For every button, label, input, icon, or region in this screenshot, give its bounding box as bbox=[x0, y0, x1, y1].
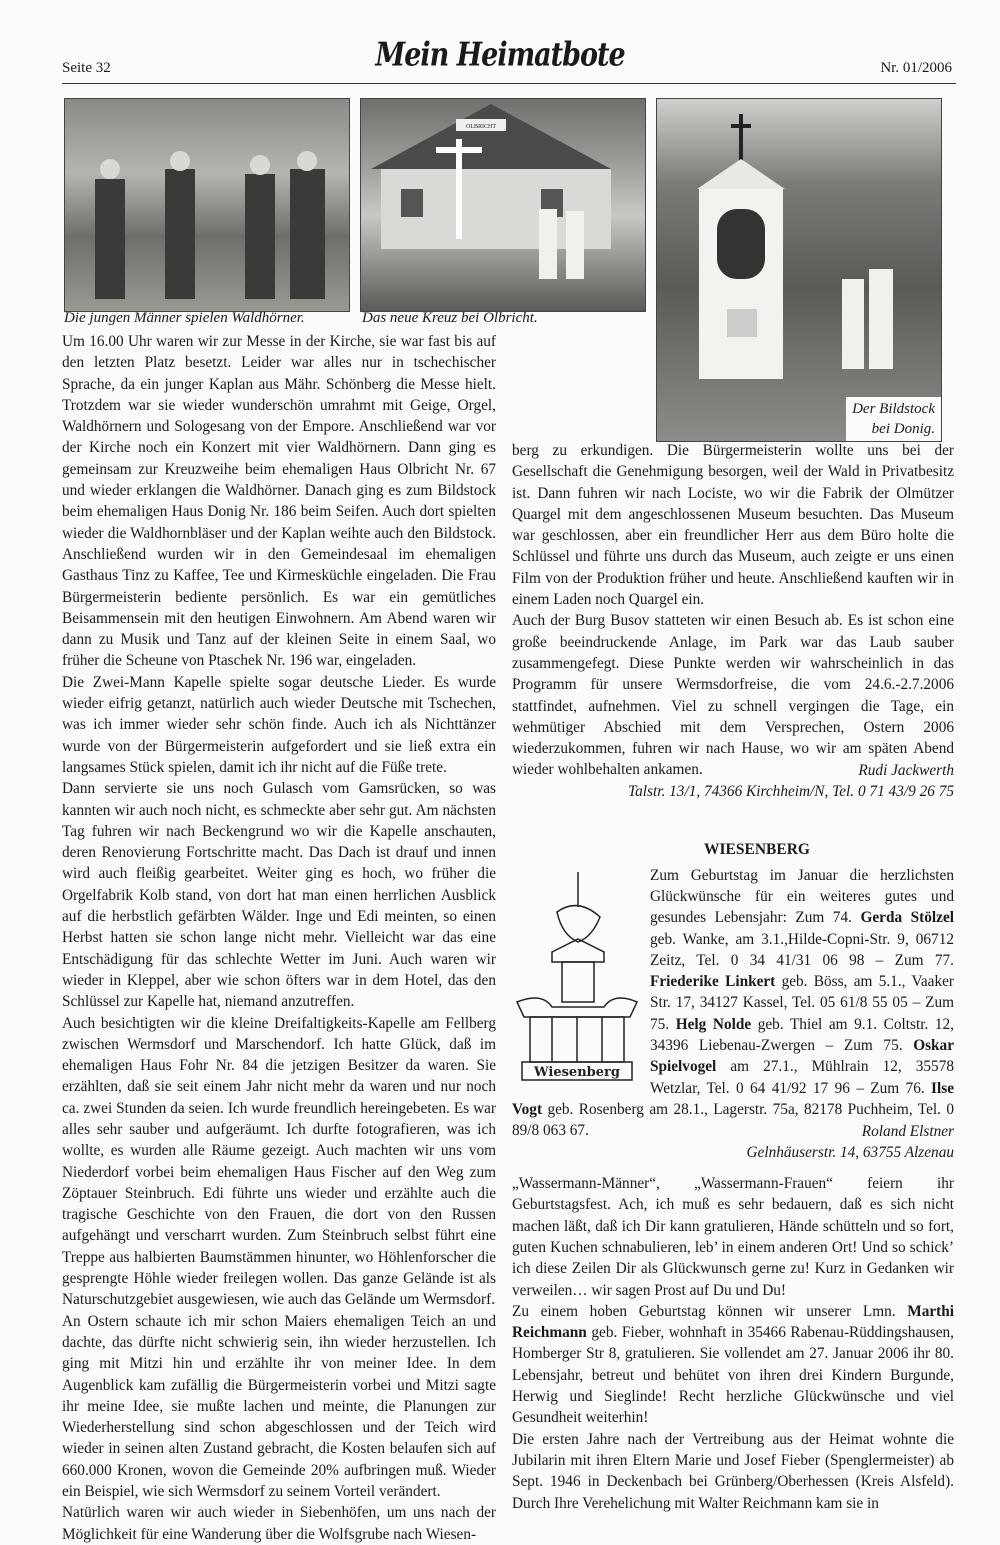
paragraph bbox=[512, 1301, 954, 1429]
caption-line: bei Donig. bbox=[871, 421, 935, 437]
paragraph bbox=[512, 1173, 954, 1301]
paragraph: Natürlich waren wir auch wieder in Siebenhöfen, um uns nach der Möglichkeit für eine Wanderung über die Wolfsgrube nach Wiesen- bbox=[62, 1504, 496, 1543]
person-name: Helg Nolde bbox=[675, 1015, 752, 1033]
author-signature: Rudi Jackwerth bbox=[858, 761, 954, 779]
issue-number: Nr. 01/2006 bbox=[880, 60, 952, 76]
shrine-illustration bbox=[657, 99, 941, 441]
wiesenberg-emblem bbox=[512, 867, 642, 1082]
text-segment: geb. Böss, am 5.1., Vaaker Str. 17, 34127 Kassel, Tel. 05 61/8 55 05 – Zum 75. bbox=[650, 973, 954, 1033]
masthead-logo: Mein Heimatbote bbox=[375, 36, 625, 75]
paragraph: Die Zwei-Mann Kapelle spielte sogar deutsche Lieder. Es wurde wieder eifrig getanzt, natürlich auch wieder Deutsche mit Tschechen, was ich immer wieder sehr schön finde. Auch ich als Nichttänzer wurde von der Bürgermeisterin aufgefordert und sie ließ extra ein langsames Stück spielen, damit ich ihr nicht auf die Füße trete. bbox=[62, 673, 496, 776]
article-right-column bbox=[512, 440, 954, 1514]
text-segment: „Wassermann-Männer“, „Wassermann-Frauen“ feiern ihr Geburtstagsfest. Ach, ich muß es sehr bedauern, daß es sich nicht machen läßt, daß ich Dir kann gratulieren, Hände schütteln und so fort, guten Kuchen schnabulieren, leb’ in einem anderen Ort! Und so schick’ ich diese Zeilen Dir als Glückwunsch gerne zu! Kurz in Gedanken wir verweilen… wir sagen Prost auf Du und Du! bbox=[512, 1175, 954, 1299]
photo-caption: Das neue Kreuz bei Olbricht. bbox=[362, 310, 538, 326]
horn-players-illustration bbox=[65, 99, 349, 311]
photo-caption bbox=[846, 397, 941, 441]
photo-new-cross bbox=[360, 98, 646, 312]
page-number: Seite 32 bbox=[62, 60, 111, 76]
paragraph: An Ostern schaute ich mir schon Maiers ehemaligen Teich an und dachte, das dürfte nicht schwierig sein, ihn wieder herzustellen. Ich ging mit Mitzi hin und erzählte ihr von meiner Idee. In dem Augenblick kam zufällig die Bürgermeisterin vorbei und Mitzi sagte ihr meine Idee, sie mußte lachen und meinte, die Planungen zur Wiederherstellung sind schon abgeschlossen und der Teich wird wieder in seinen alten Zustand gebracht, die Kosten belaufen sich auf 660.000 Kronen, wovon die Gemeinde 20% aufbringen muß. Wieder ein Beispiel, wie sich Wermsdorf zu seinem Vorteil verändert. bbox=[62, 1312, 496, 1501]
emblem-label: Wiesenberg bbox=[534, 1064, 620, 1080]
paragraph: berg zu erkundigen. Die Bürgermeisterin wollte uns bei der Gesellschaft die Genehmigung besorgen, weil der Wald in Privatbesitz ist. Dann fuhren wir nach Lociste, wo wir die Fabrik der Olmützer Quargel mit dem angeschlossenen Museum besuchten. Das Museum war geschlossen, aber ein freundlicher Herr aus dem Büro holte die Schlüssel und führte uns durch das Museum, auch zeigte er uns einen Film von der Produktion früher und heute. Anschließend kauften wir in einem Laden noch Quargel ein. bbox=[512, 442, 954, 609]
author-address: Talstr. 13/1, 74366 Kirchheim/N, Tel. 0 71 43/9 26 75 bbox=[628, 783, 954, 801]
author-address: Gelnhäuserstr. 14, 63755 Alzenau bbox=[746, 1143, 954, 1161]
photo-horn-players bbox=[64, 98, 350, 312]
text-segment: am 27.1., Mühlrain 12, 35578 Wetzlar, Tel. 0 64 41/92 17 96 – Zum 76. bbox=[650, 1058, 954, 1097]
photo-wayside-shrine bbox=[656, 98, 942, 442]
text-segment: Die ersten Jahre nach der Vertreibung aus der Heimat wohnte die Jubilarin mit ihren Eltern Marie und Josef Fieber (Spenglermeister) ab Sept. 1946 in Deckenbach bei Grünberg/Oberhessen (Kreis Alsfeld). Durch Ihre Verehelichung mit Walter Reichmann kam sie in bbox=[512, 1430, 954, 1512]
text-segment: Zu einem hoben Geburtstag können wir unserer Lmn. bbox=[512, 1302, 908, 1320]
paragraph: Auch besichtigten wir die kleine Dreifaltigkeits-Kapelle am Fellberg zwischen Wermsdorf und Marschendorf. Ich hatte Glück, daß im ehemaligen Haus Fohr Nr. 84 die jetzigen Besitzer da waren. Sie erzählten, daß sie seit einem Jahr nicht mehr da waren und nur noch ca. zwei Stunden da seien. Ich wurde freundlich hereingebeten. Es war alles sehr sauber und aufgeräumt. Ich durfte fotografieren, was ich wollte, es wurden alle Räume gezeigt. Auch machten wir uns vom Niederdorf vorbei beim ehemaligen Haus Fischer auf den Weg zum Zöptauer Steinbruch. Edi führte uns wieder und erzählte auch die tragische Geschichte von den Frauen, die dort von den Russen aufgehängt und verscharrt wurden. Zum Steinbruch selbst führt eine Treppe aus halbierten Baumstämmen hinunter, wo Höhlenforscher die gesprengte Höhle wieder freilegen wollen. Das ganze Gelände ist als Naturschutzgebiet ausgewiesen, wie auch das Gelände um Wermsdorf. bbox=[62, 1014, 496, 1309]
text-segment: geb. Wanke, am 3.1.,Hilde-Copni-Str. 9, 06712 Zeitz, Tel. 0 34 41/31 06 98 – Zum 77. bbox=[650, 930, 954, 969]
header-rule bbox=[62, 83, 956, 84]
person-name: Marthi Reichmann bbox=[512, 1302, 954, 1342]
paragraph: Auch der Burg Busov statteten wir einen Besuch ab. Es ist schon eine große beeindruckende Anlage, im Park war das Laub sauber zusammengefegt. Diese Punkte werden wir wahrscheinlich in das Programm für unsere Wermsdorfreise, die vom 24.6.-2.7.2006 stattfindet, aufnehmen. Viel zu schnell vergingen die Tage, ein wehmütiger Abschied mit dem Versprechen, Ostern 2006 wiederzukommen, fuhren wir nach Hause, wo wir am späten Abend wieder wohlbehalten ankamen. bbox=[512, 612, 954, 779]
cross-illustration bbox=[361, 99, 645, 311]
text-segment: geb. Fieber, wohnhaft in 35466 Rabenau-Rüddingshausen, Homberger Str 8, gratulieren. Sie vollendet am 27. Januar 2006 ihr 80. Lebensjahr, betreut und behütet von ihren drei Kindern Burgunde, Herwig und Sieglinde! Recht herzliche Glückwünsche und viel Gesundheit weiterhin! bbox=[512, 1324, 954, 1427]
person-name: Gerda Stölzel bbox=[860, 909, 954, 927]
caption-line: Der Bildstock bbox=[852, 401, 935, 417]
person-name: Friederike Linkert bbox=[650, 973, 776, 991]
article-left-column bbox=[62, 331, 496, 1545]
section-heading: WIESENBERG bbox=[704, 841, 810, 859]
person-name: Oskar Spielvogel bbox=[650, 1037, 954, 1076]
paragraph: Dann servierte sie uns noch Gulasch vom Gamsrücken, so was kannten wir auch noch nicht, es schmeckte aber sehr gut. Am nächsten Tag fuhren wir nach Beckengrund wo wir die Kapelle anschauten, deren Renovierung Fortschritte macht. Das Dach ist drauf und innen wird auch fleißig gearbeitet. Weiter ging es hoch, wo früher die Orgelfabrik Kolb stand, von dort hat man einen herrlichen Ausblick auf die herbstlich gefärbten Wälder. Inge und Edi meinten, so einen Herbst hatten sie schon lange nicht mehr. Vielleicht war das eine Entschädigung für das schlechte Wetter im Juni. Auch waren wir wieder in Kleppel, aber wie schon öfters war in dem Hotel, das den Schlüssel zur Kapelle hat, niemand anzutreffen. bbox=[62, 780, 496, 1011]
author-signature: Roland Elstner bbox=[861, 1122, 954, 1140]
sign-text: OLBRICHT bbox=[466, 124, 496, 130]
paragraph bbox=[512, 1429, 954, 1514]
person-name: Ilse Vogt bbox=[512, 1079, 954, 1118]
text-segment: geb. Rosenberg am 28.1., Lagerstr. 75a, 82178 Puchheim, Tel. 0 89/8 063 67. bbox=[512, 1100, 954, 1140]
photo-caption: Die jungen Männer spielen Waldhörner. bbox=[64, 310, 305, 326]
paragraph: Um 16.00 Uhr waren wir zur Messe in der Kirche, sie war fast bis auf den letzten Platz besetzt. Leider war alles nur in tschechischer Sprache, da ein junger Kaplan aus Mähr. Schönberg die Messe hielt. Trotzdem war sie wieder wunderschön umrahmt mit Geige, Orgel, Waldhörnern und Sologesang von der Empore. Anschließend war vor der Kirche noch ein Konzert mit vier Waldhörnern. Dann ging es gemeinsam zur Kreuzweihe beim ehemaligen Haus Olbricht Nr. 67 und wieder erklangen die Waldhörner. Danach ging es zum Bildstock beim ehemaligen Haus Donig Nr. 186 beim Seifen. Auch dort spielten wieder die Waldhornbläser und der Kaplan weihte auch den Bildstock. Anschließend wurden wir in den Gemeindesaal im ehemaligen Gasthaus Tinz zu Kaffee, Tee und Kirmesküchle eingeladen. Die Frau Bürgermeisterin bediente persönlich. Es war ein gemütliches Beisammensein mit den heutigen Einwohnern. Am Abend waren wir dann zu Musik und Tanz auf der kleinen Seite in einem Saal, wo früher die Scheune von Ptaschek Nr. 196 war, eingeladen. bbox=[62, 333, 496, 670]
text-segment: Zum Geburtstag im Januar die herzlichsten Glückwünsche für ein weiteres gutes und gesundes Lebensjahr: Zum 74. bbox=[650, 866, 954, 927]
text-segment: geb. Thiel am 9.1. Coltstr. 12, 34396 Liebenau-Zwergen – Zum 75. bbox=[650, 1015, 954, 1055]
